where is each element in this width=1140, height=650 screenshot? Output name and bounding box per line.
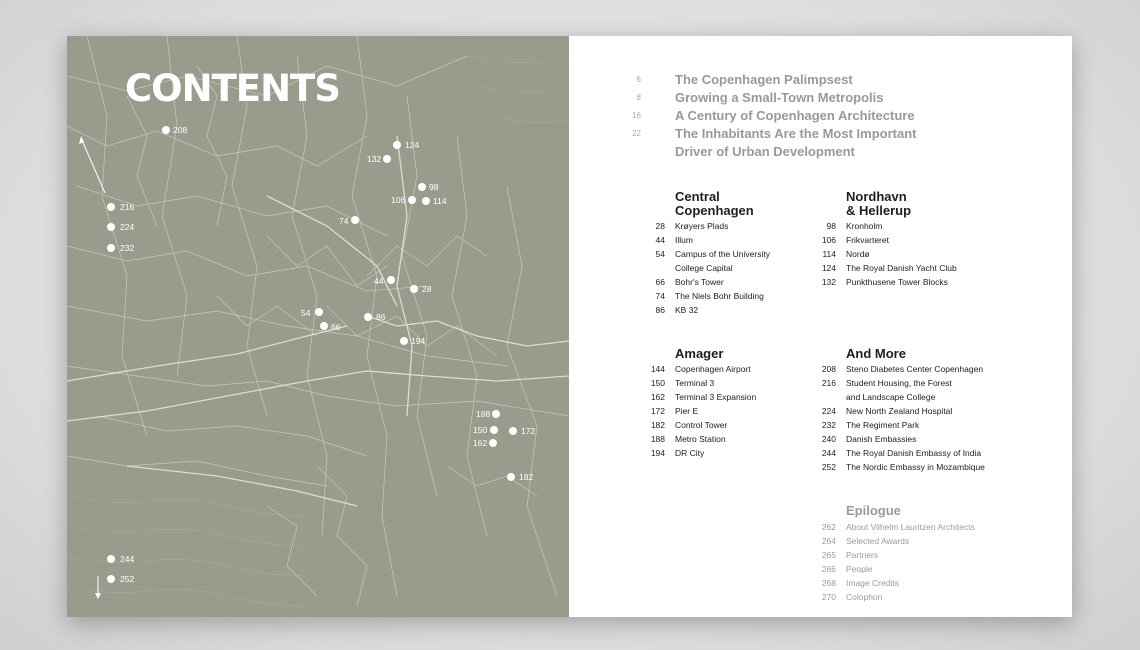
toc-title: Control Tower xyxy=(675,420,728,430)
toc-title: Kronholm xyxy=(846,221,883,231)
toc-row[interactable] xyxy=(650,392,757,402)
section-title-central xyxy=(675,190,754,218)
toc-row[interactable] xyxy=(821,462,985,472)
toc-row[interactable] xyxy=(822,249,870,259)
toc-title: People xyxy=(846,564,873,574)
toc-page-number: 66 xyxy=(655,277,665,287)
toc-row[interactable] xyxy=(821,420,920,430)
toc-row[interactable] xyxy=(821,448,982,458)
map-pin xyxy=(387,276,395,284)
toc-title: Krøyers Plads xyxy=(675,221,729,231)
toc-row[interactable] xyxy=(821,536,910,546)
section-title-more xyxy=(846,347,906,361)
toc-row[interactable] xyxy=(650,364,751,374)
toc-title: Steno Diabetes Center Copenhagen xyxy=(846,364,984,374)
section-title-line: And More xyxy=(846,346,906,361)
book-spread xyxy=(67,36,1072,617)
toc-row[interactable] xyxy=(821,235,889,245)
section-title-line: Amager xyxy=(675,346,724,361)
toc-row[interactable] xyxy=(655,277,724,287)
section-title-nordhavn xyxy=(846,190,911,218)
map-pin-label: 54 xyxy=(301,308,311,318)
toc-title: Nordø xyxy=(846,249,870,259)
toc-row[interactable] xyxy=(650,420,728,430)
map-pin xyxy=(107,555,115,563)
toc-page-number: 28 xyxy=(655,221,665,231)
map-pin-label: 208 xyxy=(173,125,188,135)
map-pin xyxy=(107,244,115,252)
map-pin-label: 172 xyxy=(521,426,536,436)
map-pin-label: 182 xyxy=(519,472,534,482)
toc-title: About Vilhelm Lauritzen Architects xyxy=(846,522,975,532)
intro-title[interactable]: A Century of Copenhagen Architecture xyxy=(675,108,915,123)
map-pin xyxy=(400,337,408,345)
toc-page-number: 144 xyxy=(650,364,665,374)
section-title-line: & Hellerup xyxy=(846,203,912,218)
map-pin xyxy=(507,473,515,481)
toc-title: College Capital xyxy=(675,263,733,273)
map-pin-label: 244 xyxy=(120,554,135,564)
toc-page-number: 266 xyxy=(821,564,836,574)
section-title-epilogue: Epilogue xyxy=(846,503,901,518)
map-pin-label: 28 xyxy=(422,284,432,294)
toc-title: Illum xyxy=(675,235,693,245)
toc-row[interactable] xyxy=(821,550,879,560)
toc-page-number: 264 xyxy=(821,536,836,546)
toc-row[interactable] xyxy=(650,378,715,388)
toc-row[interactable] xyxy=(650,434,726,444)
map-pin-label: 106 xyxy=(391,195,406,205)
toc-row[interactable] xyxy=(650,406,699,416)
toc-row[interactable] xyxy=(650,448,705,458)
map-pin-label: 162 xyxy=(473,438,488,448)
toc-row[interactable] xyxy=(655,221,729,231)
toc-title: KB 32 xyxy=(675,305,699,315)
section-title-line: Copenhagen xyxy=(675,203,754,218)
map-pin-label: 252 xyxy=(120,574,135,584)
toc-title: The Royal Danish Yacht Club xyxy=(846,263,957,273)
toc-row[interactable] xyxy=(821,263,957,273)
toc-title: Bohr's Tower xyxy=(675,277,724,287)
map-pin-label: 232 xyxy=(120,243,135,253)
map-pin xyxy=(351,216,359,224)
map-pin xyxy=(492,410,500,418)
city-map xyxy=(67,36,569,617)
map-pin-label: 150 xyxy=(473,425,488,435)
intro-title[interactable]: Growing a Small-Town Metropolis xyxy=(675,90,884,105)
toc-page-number: 268 xyxy=(821,578,836,588)
map-pin xyxy=(364,313,372,321)
map-pin-label: 74 xyxy=(339,216,349,226)
toc-row[interactable] xyxy=(821,522,975,532)
toc-title: DR City xyxy=(675,448,705,458)
toc-row[interactable] xyxy=(821,592,883,602)
toc-page-number: 172 xyxy=(650,406,665,416)
map-pin xyxy=(393,141,401,149)
toc-title: Punkthusene Tower Blocks xyxy=(846,277,948,287)
toc-page-number: 114 xyxy=(822,249,836,259)
toc-row[interactable] xyxy=(821,434,917,444)
section-title-amager xyxy=(675,347,723,361)
toc-page-number: 182 xyxy=(650,420,665,430)
toc-page-number: 54 xyxy=(655,249,665,259)
toc-title: New North Zealand Hospital xyxy=(846,406,953,416)
map-pin-label: 188 xyxy=(476,409,491,419)
toc-row xyxy=(846,393,935,402)
map-pin xyxy=(509,427,517,435)
toc-page-number: 252 xyxy=(821,462,836,472)
intro-page-number: 22 xyxy=(632,129,641,138)
map-pin xyxy=(418,183,426,191)
toc-title: Metro Station xyxy=(675,434,726,444)
map-pin-label: 124 xyxy=(405,140,420,150)
toc-row[interactable] xyxy=(821,364,984,374)
toc-title: Image Credits xyxy=(846,578,899,588)
map-pin-label: 66 xyxy=(331,322,341,332)
toc-page-number: 244 xyxy=(821,448,836,458)
intro-page-number: 8 xyxy=(636,93,641,102)
map-pin xyxy=(162,126,170,134)
map-pin xyxy=(315,308,323,316)
map-pin xyxy=(408,196,416,204)
toc-page-number: 124 xyxy=(821,263,836,273)
toc-page-number: 224 xyxy=(821,406,836,416)
section-title-line: Central xyxy=(675,189,720,204)
toc-page-number: 208 xyxy=(821,364,836,374)
toc-title: Copenhagen Airport xyxy=(675,364,751,374)
map-pin-label: 216 xyxy=(120,202,135,212)
map-pin xyxy=(107,575,115,583)
map-pin xyxy=(320,322,328,330)
intro-title-continued: Driver of Urban Development xyxy=(675,144,855,159)
toc-page-number: 188 xyxy=(650,434,665,444)
toc-title: Pier E xyxy=(675,406,699,416)
intro-title[interactable]: The Inhabitants Are the Most Important xyxy=(675,126,917,141)
toc-page-number: 150 xyxy=(650,378,665,388)
map-pin-label: 86 xyxy=(376,312,386,322)
toc-title: Terminal 3 xyxy=(675,378,715,388)
map-pin xyxy=(422,197,430,205)
toc-title: The Niels Bohr Building xyxy=(675,291,764,301)
toc-title: Selected Awards xyxy=(846,536,910,546)
intro-page-number: 16 xyxy=(632,111,641,120)
arrow-icon xyxy=(79,136,105,193)
intro-page-number: 6 xyxy=(636,75,641,84)
intro-title[interactable]: The Copenhagen Palimpsest xyxy=(675,72,853,87)
toc-page-number: 194 xyxy=(650,448,665,458)
map-pin xyxy=(107,223,115,231)
toc-title: Partners xyxy=(846,550,879,560)
toc-page-number: 232 xyxy=(821,420,836,430)
toc-page-number: 216 xyxy=(821,378,836,388)
toc-title: and Landscape College xyxy=(846,392,936,402)
toc-title: Terminal 3 Expansion xyxy=(675,392,757,402)
contents-page xyxy=(569,36,1072,617)
toc-page-number: 132 xyxy=(821,277,836,287)
map-pin-label: 44 xyxy=(374,276,384,286)
toc-page-number: 106 xyxy=(821,235,836,245)
page-title: CONTENTS xyxy=(125,67,340,110)
toc-title: Student Housing, the Forest xyxy=(846,378,952,388)
map-pin-label: 98 xyxy=(429,182,439,192)
toc-page-number: 98 xyxy=(826,221,836,231)
toc-page-number: 74 xyxy=(655,291,665,301)
map-pin-label: 224 xyxy=(120,222,135,232)
map-pin xyxy=(410,285,418,293)
toc-title: Campus of the University xyxy=(675,249,770,259)
toc-row[interactable] xyxy=(821,277,948,287)
map-page xyxy=(67,36,569,617)
toc-page-number: 162 xyxy=(650,392,665,402)
map-pin xyxy=(383,155,391,163)
toc-row[interactable] xyxy=(826,221,883,231)
toc-page-number: 265 xyxy=(821,550,836,560)
toc-title: Frikvarteret xyxy=(846,235,889,245)
toc-page-number: 262 xyxy=(821,522,836,532)
toc-row[interactable] xyxy=(655,249,770,259)
map-pin xyxy=(490,426,498,434)
toc-title: The Nordic Embassy in Mozambique xyxy=(846,462,985,472)
toc-title: Danish Embassies xyxy=(846,434,917,444)
toc-title: Colophon xyxy=(846,592,883,602)
map-pin xyxy=(489,439,497,447)
toc-title: The Royal Danish Embassy of India xyxy=(846,448,982,458)
map-pin xyxy=(107,203,115,211)
toc-page-number: 86 xyxy=(655,305,665,315)
map-pin-label: 194 xyxy=(411,336,426,346)
toc-page-number: 44 xyxy=(655,235,665,245)
toc-row[interactable] xyxy=(821,578,899,588)
map-pin-label: 132 xyxy=(367,154,382,164)
toc-row[interactable] xyxy=(821,564,873,574)
section-title-line: Nordhavn xyxy=(846,189,907,204)
toc-row[interactable] xyxy=(821,378,952,388)
toc-row[interactable] xyxy=(655,235,693,245)
toc-title: The Regiment Park xyxy=(846,420,920,430)
toc-page-number: 270 xyxy=(821,592,836,602)
toc-row[interactable] xyxy=(821,406,953,416)
toc-row[interactable] xyxy=(655,305,699,315)
toc-row[interactable] xyxy=(655,291,764,301)
toc-row xyxy=(675,264,733,273)
map-pin-label: 114 xyxy=(433,196,447,206)
toc-page-number: 240 xyxy=(821,434,836,444)
arrow-down-icon xyxy=(95,576,101,599)
